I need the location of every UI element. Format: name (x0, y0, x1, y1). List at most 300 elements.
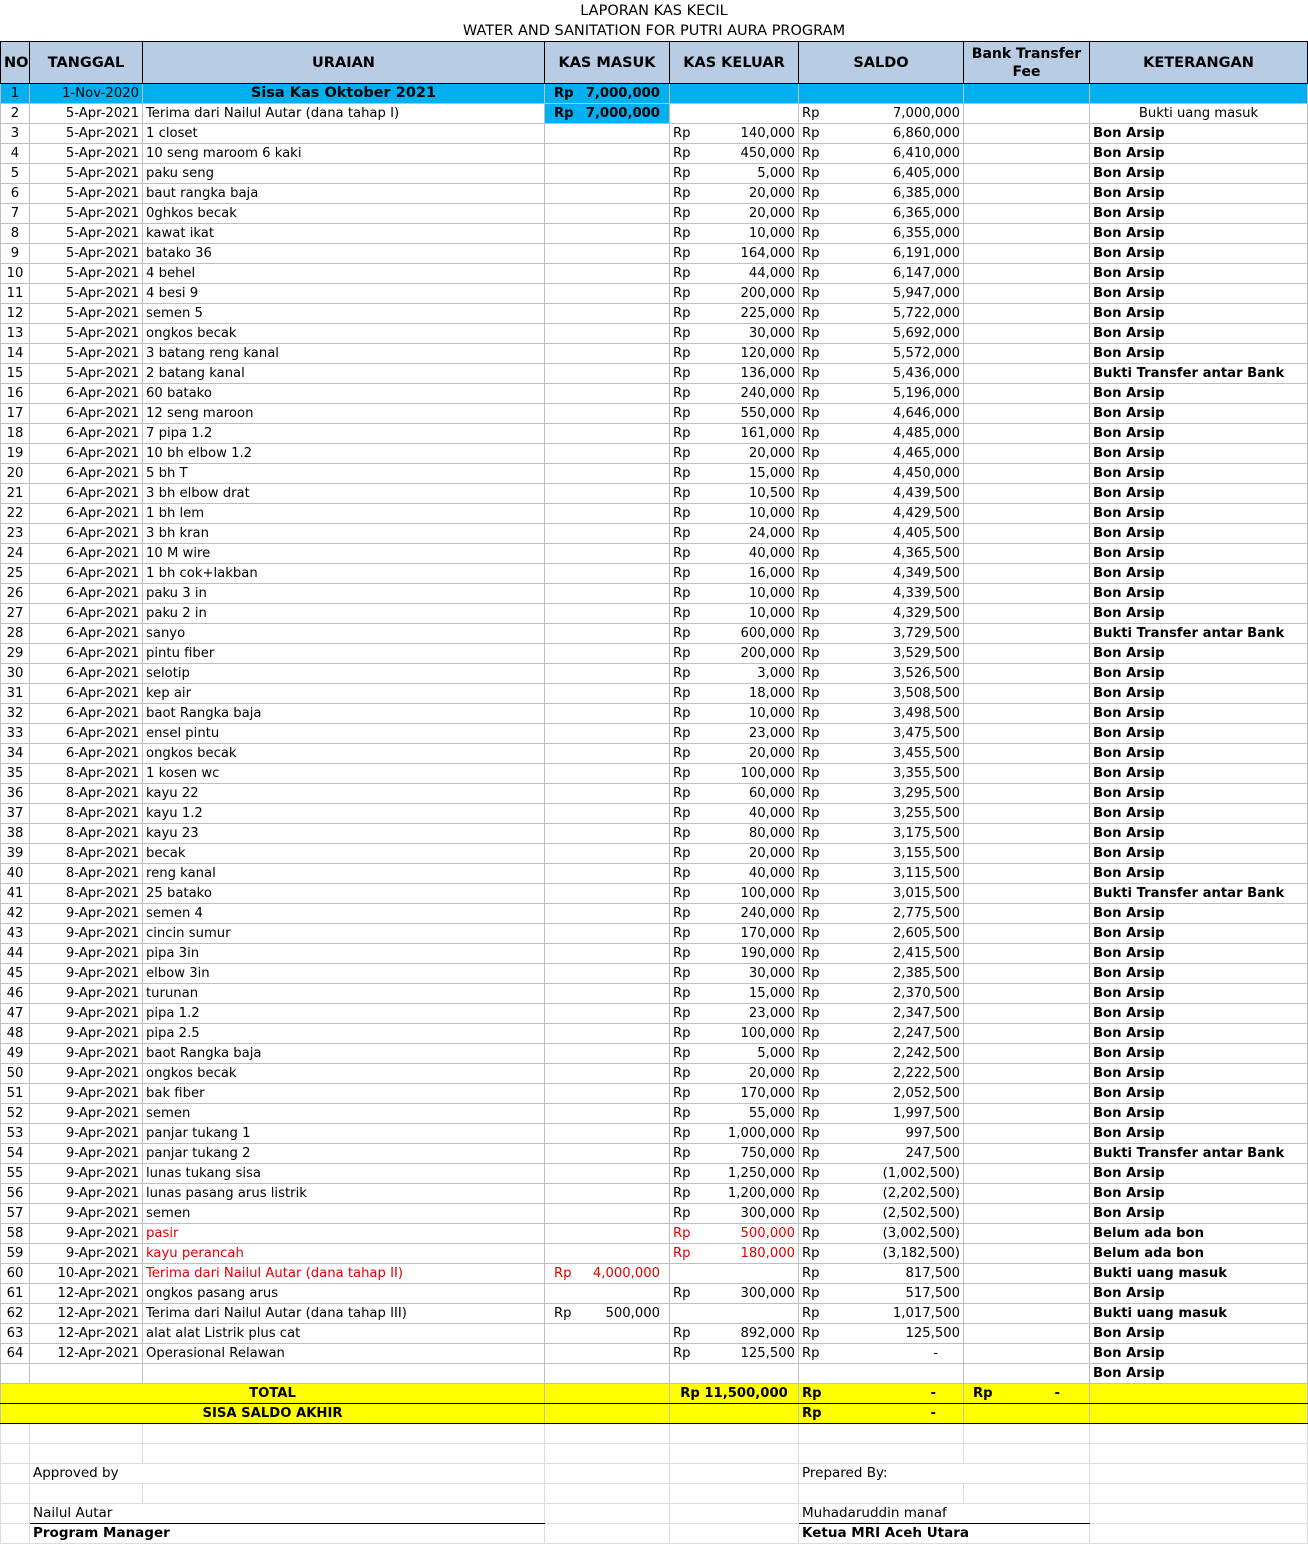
cell-bank-fee[interactable] (964, 384, 1090, 404)
cell-kas-keluar[interactable] (670, 664, 799, 684)
cell-keterangan[interactable]: Bon Arsip (1090, 1184, 1308, 1204)
cell-tanggal[interactable]: 6-Apr-2021 (30, 684, 143, 704)
cell-kas-keluar[interactable] (670, 524, 799, 544)
cell-bank-fee[interactable] (964, 704, 1090, 724)
cell-empty[interactable] (545, 1504, 670, 1524)
cell-kas-masuk[interactable] (545, 824, 670, 844)
cell-saldo[interactable] (799, 524, 964, 544)
cell-no[interactable]: 63 (1, 1324, 30, 1344)
cell-keterangan[interactable]: Bon Arsip (1090, 904, 1308, 924)
cell-empty[interactable] (670, 1424, 799, 1444)
cell-kas-masuk[interactable] (545, 664, 670, 684)
final-balance-label[interactable]: SISA SALDO AKHIR (1, 1404, 545, 1424)
cell-kas-masuk[interactable] (545, 624, 670, 644)
cell-tanggal[interactable]: 6-Apr-2021 (30, 464, 143, 484)
cell-empty[interactable] (799, 1484, 964, 1504)
cell-kas-masuk[interactable] (545, 764, 670, 784)
cell-tanggal[interactable]: 6-Apr-2021 (30, 604, 143, 624)
cell-no[interactable]: 43 (1, 924, 30, 944)
cell-tanggal[interactable]: 1-Nov-2020 (30, 84, 143, 104)
cell-uraian[interactable]: 10 bh elbow 1.2 (143, 444, 545, 464)
cell-keterangan[interactable]: Bon Arsip (1090, 1344, 1308, 1364)
cell-bank-fee[interactable] (964, 624, 1090, 644)
cell-saldo[interactable] (799, 1124, 964, 1144)
cell-no[interactable]: 35 (1, 764, 30, 784)
cell-saldo[interactable] (799, 744, 964, 764)
cell-keterangan[interactable] (1090, 1384, 1308, 1404)
cell-tanggal[interactable]: 9-Apr-2021 (30, 1084, 143, 1104)
cell-tanggal[interactable]: 6-Apr-2021 (30, 444, 143, 464)
cell-no[interactable]: 28 (1, 624, 30, 644)
cell-tanggal[interactable]: 5-Apr-2021 (30, 104, 143, 124)
cell-kas-keluar[interactable] (670, 1324, 799, 1344)
cell-kas-keluar[interactable] (670, 404, 799, 424)
cell-empty[interactable] (964, 1484, 1090, 1504)
cell-saldo[interactable] (799, 424, 964, 444)
cell-saldo[interactable] (799, 624, 964, 644)
cell-empty[interactable] (545, 1364, 670, 1384)
cell-uraian[interactable]: lunas tukang sisa (143, 1164, 545, 1184)
cell-kas-masuk[interactable] (545, 704, 670, 724)
cell-saldo[interactable] (799, 224, 964, 244)
cell-uraian[interactable]: pipa 3in (143, 944, 545, 964)
cell-kas-masuk[interactable] (545, 1124, 670, 1144)
cell-uraian[interactable]: ongkos becak (143, 1064, 545, 1084)
cell-keterangan[interactable]: Bon Arsip (1090, 204, 1308, 224)
cell-kas-keluar[interactable] (670, 424, 799, 444)
cell-tanggal[interactable]: 6-Apr-2021 (30, 584, 143, 604)
cell-uraian[interactable]: paku seng (143, 164, 545, 184)
cell-kas-keluar[interactable] (670, 644, 799, 664)
cell-keterangan[interactable]: Bon Arsip (1090, 544, 1308, 564)
cell-tanggal[interactable]: 6-Apr-2021 (30, 384, 143, 404)
cell-uraian[interactable]: sanyo (143, 624, 545, 644)
cell-uraian[interactable]: pasir (143, 1224, 545, 1244)
cell-tanggal[interactable]: 6-Apr-2021 (30, 624, 143, 644)
cell-kas-masuk[interactable] (545, 1164, 670, 1184)
cell-kas-keluar[interactable] (670, 344, 799, 364)
cell-bank-fee[interactable] (964, 104, 1090, 124)
cell-saldo[interactable] (799, 604, 964, 624)
cell-keterangan[interactable]: Bon Arsip (1090, 1064, 1308, 1084)
cell-keterangan[interactable]: Bon Arsip (1090, 764, 1308, 784)
cell-tanggal[interactable]: 6-Apr-2021 (30, 544, 143, 564)
cell-no[interactable]: 31 (1, 684, 30, 704)
cell-uraian[interactable]: 1 kosen wc (143, 764, 545, 784)
cell-keterangan[interactable]: Bon Arsip (1090, 564, 1308, 584)
cell-empty[interactable] (670, 1524, 799, 1544)
cell-uraian[interactable]: Sisa Kas Oktober 2021 (143, 84, 545, 104)
cell-tanggal[interactable]: 6-Apr-2021 (30, 504, 143, 524)
cell-bank-fee[interactable] (964, 404, 1090, 424)
cell-bank-fee[interactable] (964, 184, 1090, 204)
cell-kas-keluar[interactable] (670, 104, 799, 124)
cell-uraian[interactable]: pipa 2.5 (143, 1024, 545, 1044)
cell-kas-keluar[interactable] (670, 444, 799, 464)
cell-saldo[interactable] (799, 284, 964, 304)
cell-saldo[interactable] (799, 1284, 964, 1304)
cell-kas-keluar[interactable] (670, 284, 799, 304)
cell-empty[interactable] (964, 1444, 1090, 1464)
cell-kas-keluar[interactable] (670, 1244, 799, 1264)
cell-kas-keluar[interactable] (670, 564, 799, 584)
cell-saldo[interactable] (799, 864, 964, 884)
cell-tanggal[interactable]: 9-Apr-2021 (30, 944, 143, 964)
cell-keterangan[interactable]: Bon Arsip (1090, 284, 1308, 304)
cell-kas-masuk[interactable] (545, 1044, 670, 1064)
cell-kas-masuk[interactable] (545, 1404, 670, 1424)
cell-empty[interactable] (143, 1364, 545, 1384)
cell-keterangan[interactable]: Bon Arsip (1090, 984, 1308, 1004)
cell-saldo[interactable] (799, 84, 964, 104)
cell-no[interactable]: 27 (1, 604, 30, 624)
total-saldo[interactable] (799, 1384, 964, 1404)
cell-keterangan[interactable]: Bon Arsip (1090, 484, 1308, 504)
cell-kas-keluar[interactable] (670, 304, 799, 324)
cell-tanggal[interactable]: 5-Apr-2021 (30, 364, 143, 384)
cell-saldo[interactable] (799, 1104, 964, 1124)
cell-bank-fee[interactable] (964, 684, 1090, 704)
cell-empty[interactable] (143, 1444, 545, 1464)
cell-saldo[interactable] (799, 544, 964, 564)
cell-kas-keluar[interactable] (670, 764, 799, 784)
cell-kas-keluar[interactable] (670, 1264, 799, 1284)
cell-bank-fee[interactable] (964, 124, 1090, 144)
cell-no[interactable]: 36 (1, 784, 30, 804)
cell-keterangan[interactable]: Bon Arsip (1090, 1104, 1308, 1124)
cell-bank-fee[interactable] (964, 804, 1090, 824)
cell-kas-masuk[interactable] (545, 564, 670, 584)
cell-empty[interactable] (30, 1484, 143, 1504)
cell-keterangan[interactable]: Bon Arsip (1090, 724, 1308, 744)
cell-keterangan[interactable]: Bon Arsip (1090, 1164, 1308, 1184)
cell-no[interactable]: 5 (1, 164, 30, 184)
cell-uraian[interactable]: pintu fiber (143, 644, 545, 664)
cell-keterangan[interactable]: Bon Arsip (1090, 804, 1308, 824)
signature-right[interactable]: Ketua MRI Aceh Utara (799, 1524, 1090, 1544)
cell-kas-keluar[interactable] (670, 884, 799, 904)
cell-kas-keluar[interactable] (670, 864, 799, 884)
cell-kas-keluar[interactable] (670, 804, 799, 824)
cell-kas-keluar[interactable] (670, 1204, 799, 1224)
cell-keterangan[interactable]: Bon Arsip (1090, 704, 1308, 724)
cell-keterangan[interactable]: Bukti uang masuk (1090, 1304, 1308, 1324)
cell-saldo[interactable] (799, 1024, 964, 1044)
cell-empty[interactable] (1, 1524, 30, 1544)
cell-kas-masuk[interactable] (545, 184, 670, 204)
cell-kas-keluar[interactable] (670, 624, 799, 644)
cell-uraian[interactable]: 3 bh kran (143, 524, 545, 544)
cell-bank-fee[interactable] (964, 724, 1090, 744)
cell-no[interactable]: 49 (1, 1044, 30, 1064)
cell-saldo[interactable] (799, 324, 964, 344)
cell-no[interactable]: 44 (1, 944, 30, 964)
cell-kas-masuk[interactable] (545, 744, 670, 764)
cell-bank-fee[interactable] (964, 264, 1090, 284)
cell-kas-masuk[interactable] (545, 1224, 670, 1244)
cell-uraian[interactable]: reng kanal (143, 864, 545, 884)
cell-bank-fee[interactable] (964, 524, 1090, 544)
cell-keterangan[interactable]: Bon Arsip (1090, 124, 1308, 144)
cell-bank-fee[interactable] (964, 424, 1090, 444)
cell-bank-fee[interactable] (964, 564, 1090, 584)
cell-no[interactable]: 64 (1, 1344, 30, 1364)
cell-empty[interactable] (1, 1484, 30, 1504)
cell-uraian[interactable]: kawat ikat (143, 224, 545, 244)
cell-empty[interactable] (30, 1444, 143, 1464)
cell-tanggal[interactable]: 5-Apr-2021 (30, 324, 143, 344)
cell-keterangan[interactable]: Bon Arsip (1090, 384, 1308, 404)
cell-tanggal[interactable]: 6-Apr-2021 (30, 644, 143, 664)
cell-no[interactable]: 29 (1, 644, 30, 664)
cell-kas-keluar[interactable] (670, 824, 799, 844)
header-kas-masuk[interactable]: KAS MASUK (545, 42, 670, 84)
cell-tanggal[interactable]: 9-Apr-2021 (30, 984, 143, 1004)
cell-uraian[interactable]: panjar tukang 1 (143, 1124, 545, 1144)
cell-saldo[interactable] (799, 1304, 964, 1324)
cell-kas-masuk[interactable] (545, 644, 670, 664)
cell-uraian[interactable]: panjar tukang 2 (143, 1144, 545, 1164)
cell-bank-fee[interactable] (964, 944, 1090, 964)
cell-kas-masuk[interactable] (545, 1244, 670, 1264)
cell-keterangan[interactable]: Bon Arsip (1090, 1044, 1308, 1064)
cell-kas-keluar[interactable] (670, 1004, 799, 1024)
cell-empty[interactable] (1090, 1464, 1308, 1484)
cell-kas-keluar[interactable] (670, 84, 799, 104)
cell-no[interactable]: 59 (1, 1244, 30, 1264)
cell-no[interactable]: 7 (1, 204, 30, 224)
cell-keterangan[interactable]: Bon Arsip (1090, 144, 1308, 164)
cell-saldo[interactable] (799, 404, 964, 424)
cell-kas-masuk[interactable] (545, 1184, 670, 1204)
cell-uraian[interactable]: alat alat Listrik plus cat (143, 1324, 545, 1344)
cell-uraian[interactable]: 1 closet (143, 124, 545, 144)
cell-bank-fee[interactable] (964, 664, 1090, 684)
cell-uraian[interactable]: kayu 22 (143, 784, 545, 804)
cell-kas-keluar[interactable] (670, 1164, 799, 1184)
cell-no[interactable]: 40 (1, 864, 30, 884)
cell-uraian[interactable]: 12 seng maroon (143, 404, 545, 424)
cell-tanggal[interactable]: 6-Apr-2021 (30, 704, 143, 724)
cell-kas-masuk[interactable] (545, 724, 670, 744)
cell-uraian[interactable]: paku 2 in (143, 604, 545, 624)
cell-no[interactable]: 32 (1, 704, 30, 724)
cell-keterangan[interactable]: Bukti uang masuk (1090, 1264, 1308, 1284)
cell-saldo[interactable] (799, 164, 964, 184)
cell-bank-fee[interactable] (964, 844, 1090, 864)
cell-kas-masuk[interactable] (545, 984, 670, 1004)
cell-keterangan[interactable]: Bon Arsip (1090, 244, 1308, 264)
cell-uraian[interactable]: ensel pintu (143, 724, 545, 744)
cell-saldo[interactable] (799, 1144, 964, 1164)
cell-saldo[interactable] (799, 724, 964, 744)
cell-no[interactable]: 13 (1, 324, 30, 344)
cell-keterangan[interactable]: Bukti Transfer antar Bank (1090, 884, 1308, 904)
cell-bank-fee[interactable] (964, 1344, 1090, 1364)
cell-empty[interactable] (799, 1424, 964, 1444)
cell-uraian[interactable]: ongkos pasang arus (143, 1284, 545, 1304)
cell-no[interactable]: 15 (1, 364, 30, 384)
cell-bank-fee[interactable] (964, 1104, 1090, 1124)
cell-no[interactable]: 58 (1, 1224, 30, 1244)
cell-uraian[interactable]: ongkos becak (143, 324, 545, 344)
cell-keterangan[interactable]: Bon Arsip (1090, 844, 1308, 864)
cell-saldo[interactable] (799, 304, 964, 324)
cell-saldo[interactable] (799, 1204, 964, 1224)
cell-uraian[interactable]: 5 bh T (143, 464, 545, 484)
cell-kas-keluar[interactable] (670, 684, 799, 704)
cell-kas-masuk[interactable] (545, 464, 670, 484)
cell-kas-masuk[interactable] (545, 1384, 670, 1404)
cell-empty[interactable] (545, 1444, 670, 1464)
cell-uraian[interactable]: elbow 3in (143, 964, 545, 984)
cell-tanggal[interactable]: 9-Apr-2021 (30, 1144, 143, 1164)
total-bank-fee[interactable] (964, 1384, 1090, 1404)
cell-keterangan[interactable]: Belum ada bon (1090, 1224, 1308, 1244)
cell-kas-masuk[interactable] (545, 1284, 670, 1304)
cell-kas-keluar[interactable] (670, 1184, 799, 1204)
cell-tanggal[interactable]: 9-Apr-2021 (30, 1024, 143, 1044)
cell-no[interactable]: 23 (1, 524, 30, 544)
cell-saldo[interactable] (799, 764, 964, 784)
cell-no[interactable]: 1 (1, 84, 30, 104)
cell-no[interactable]: 41 (1, 884, 30, 904)
cell-uraian[interactable]: paku 3 in (143, 584, 545, 604)
cell-bank-fee[interactable] (964, 904, 1090, 924)
cell-no[interactable]: 48 (1, 1024, 30, 1044)
cell-saldo[interactable] (799, 1224, 964, 1244)
cell-uraian[interactable]: Operasional Relawan (143, 1344, 545, 1364)
header-kas-keluar[interactable]: KAS KELUAR (670, 42, 799, 84)
cell-bank-fee[interactable] (964, 584, 1090, 604)
cell-kas-masuk[interactable] (545, 884, 670, 904)
cell-kas-masuk[interactable] (545, 104, 670, 124)
cell-no[interactable]: 51 (1, 1084, 30, 1104)
cell-tanggal[interactable]: 5-Apr-2021 (30, 184, 143, 204)
cell-kas-keluar[interactable] (670, 224, 799, 244)
cell-no[interactable]: 62 (1, 1304, 30, 1324)
cell-tanggal[interactable]: 6-Apr-2021 (30, 484, 143, 504)
cell-empty[interactable] (1090, 1424, 1308, 1444)
cell-uraian[interactable]: lunas pasang arus listrik (143, 1184, 545, 1204)
cell-kas-masuk[interactable] (545, 544, 670, 564)
cell-keterangan[interactable]: Bon Arsip (1090, 164, 1308, 184)
cell-keterangan[interactable]: Bon Arsip (1090, 304, 1308, 324)
cell-keterangan[interactable]: Bon Arsip (1090, 324, 1308, 344)
cell-uraian[interactable]: semen (143, 1204, 545, 1224)
cell-no[interactable]: 10 (1, 264, 30, 284)
cell-saldo[interactable] (799, 504, 964, 524)
cell-kas-masuk[interactable] (545, 844, 670, 864)
cell-saldo[interactable] (799, 1164, 964, 1184)
cell-empty[interactable] (670, 1364, 799, 1384)
cell-tanggal[interactable]: 9-Apr-2021 (30, 1044, 143, 1064)
cell-saldo[interactable] (799, 704, 964, 724)
cell-kas-keluar[interactable] (670, 1224, 799, 1244)
cell-bank-fee[interactable] (964, 1204, 1090, 1224)
cell-empty[interactable] (1, 1464, 30, 1484)
cell-kas-keluar[interactable] (670, 384, 799, 404)
cell-no[interactable]: 4 (1, 144, 30, 164)
cell-keterangan[interactable]: Bon Arsip (1090, 504, 1308, 524)
cell-saldo[interactable] (799, 124, 964, 144)
cell-no[interactable]: 11 (1, 284, 30, 304)
cell-empty[interactable] (30, 1364, 143, 1384)
cell-tanggal[interactable]: 6-Apr-2021 (30, 664, 143, 684)
cell-keterangan[interactable]: Bukti Transfer antar Bank (1090, 624, 1308, 644)
final-balance-saldo[interactable] (799, 1404, 964, 1424)
cell-kas-masuk[interactable] (545, 84, 670, 104)
cell-kas-masuk[interactable] (545, 804, 670, 824)
cell-bank-fee[interactable] (964, 1024, 1090, 1044)
cell-uraian[interactable]: Terima dari Nailul Autar (dana tahap I) (143, 104, 545, 124)
cell-no[interactable]: 54 (1, 1144, 30, 1164)
cell-kas-masuk[interactable] (545, 864, 670, 884)
cell-bank-fee[interactable] (964, 1264, 1090, 1284)
cell-tanggal[interactable]: 12-Apr-2021 (30, 1324, 143, 1344)
cell-tanggal[interactable]: 5-Apr-2021 (30, 124, 143, 144)
cell-bank-fee[interactable] (964, 864, 1090, 884)
cell-keterangan[interactable]: Bon Arsip (1090, 184, 1308, 204)
cell-no[interactable]: 50 (1, 1064, 30, 1084)
header-tanggal[interactable]: TANGGAL (30, 42, 143, 84)
cell-kas-keluar[interactable] (670, 584, 799, 604)
cell-kas-keluar[interactable] (670, 984, 799, 1004)
cell-tanggal[interactable]: 9-Apr-2021 (30, 1204, 143, 1224)
cell-uraian[interactable]: ongkos becak (143, 744, 545, 764)
cell-bank-fee[interactable] (964, 444, 1090, 464)
cell-keterangan[interactable]: Bon Arsip (1090, 1124, 1308, 1144)
cell-saldo[interactable] (799, 464, 964, 484)
cell-saldo[interactable] (799, 804, 964, 824)
cell-no[interactable]: 24 (1, 544, 30, 564)
cell-keterangan[interactable]: Bukti uang masuk (1090, 104, 1308, 124)
cell-kas-keluar[interactable] (670, 124, 799, 144)
cell-tanggal[interactable]: 5-Apr-2021 (30, 264, 143, 284)
cell-saldo[interactable] (799, 664, 964, 684)
cell-uraian[interactable]: bak fiber (143, 1084, 545, 1104)
cell-kas-masuk[interactable] (545, 324, 670, 344)
header-bank-transfer-fee[interactable] (964, 42, 1090, 84)
cell-saldo[interactable] (799, 444, 964, 464)
cell-no[interactable]: 6 (1, 184, 30, 204)
cell-bank-fee[interactable] (964, 144, 1090, 164)
cell-no[interactable]: 57 (1, 1204, 30, 1224)
cell-saldo[interactable] (799, 384, 964, 404)
cell-tanggal[interactable]: 9-Apr-2021 (30, 1124, 143, 1144)
cell-kas-masuk[interactable] (545, 504, 670, 524)
cell-saldo[interactable] (799, 1064, 964, 1084)
cell-uraian[interactable]: 1 bh lem (143, 504, 545, 524)
cell-no[interactable]: 2 (1, 104, 30, 124)
cell-saldo[interactable] (799, 844, 964, 864)
cell-no[interactable]: 47 (1, 1004, 30, 1024)
cell-kas-masuk[interactable] (545, 284, 670, 304)
cell-bank-fee[interactable] (964, 784, 1090, 804)
total-label[interactable]: TOTAL (1, 1384, 545, 1404)
cell-tanggal[interactable]: 12-Apr-2021 (30, 1304, 143, 1324)
cell-uraian[interactable]: 60 batako (143, 384, 545, 404)
cell-kas-keluar[interactable] (670, 704, 799, 724)
cell-tanggal[interactable]: 9-Apr-2021 (30, 1104, 143, 1124)
cell-no[interactable]: 33 (1, 724, 30, 744)
cell-kas-masuk[interactable] (545, 784, 670, 804)
cell-no[interactable]: 22 (1, 504, 30, 524)
cell-saldo[interactable] (799, 1264, 964, 1284)
cell-saldo[interactable] (799, 144, 964, 164)
cell-kas-keluar[interactable] (670, 1344, 799, 1364)
cell-kas-masuk[interactable] (545, 1304, 670, 1324)
